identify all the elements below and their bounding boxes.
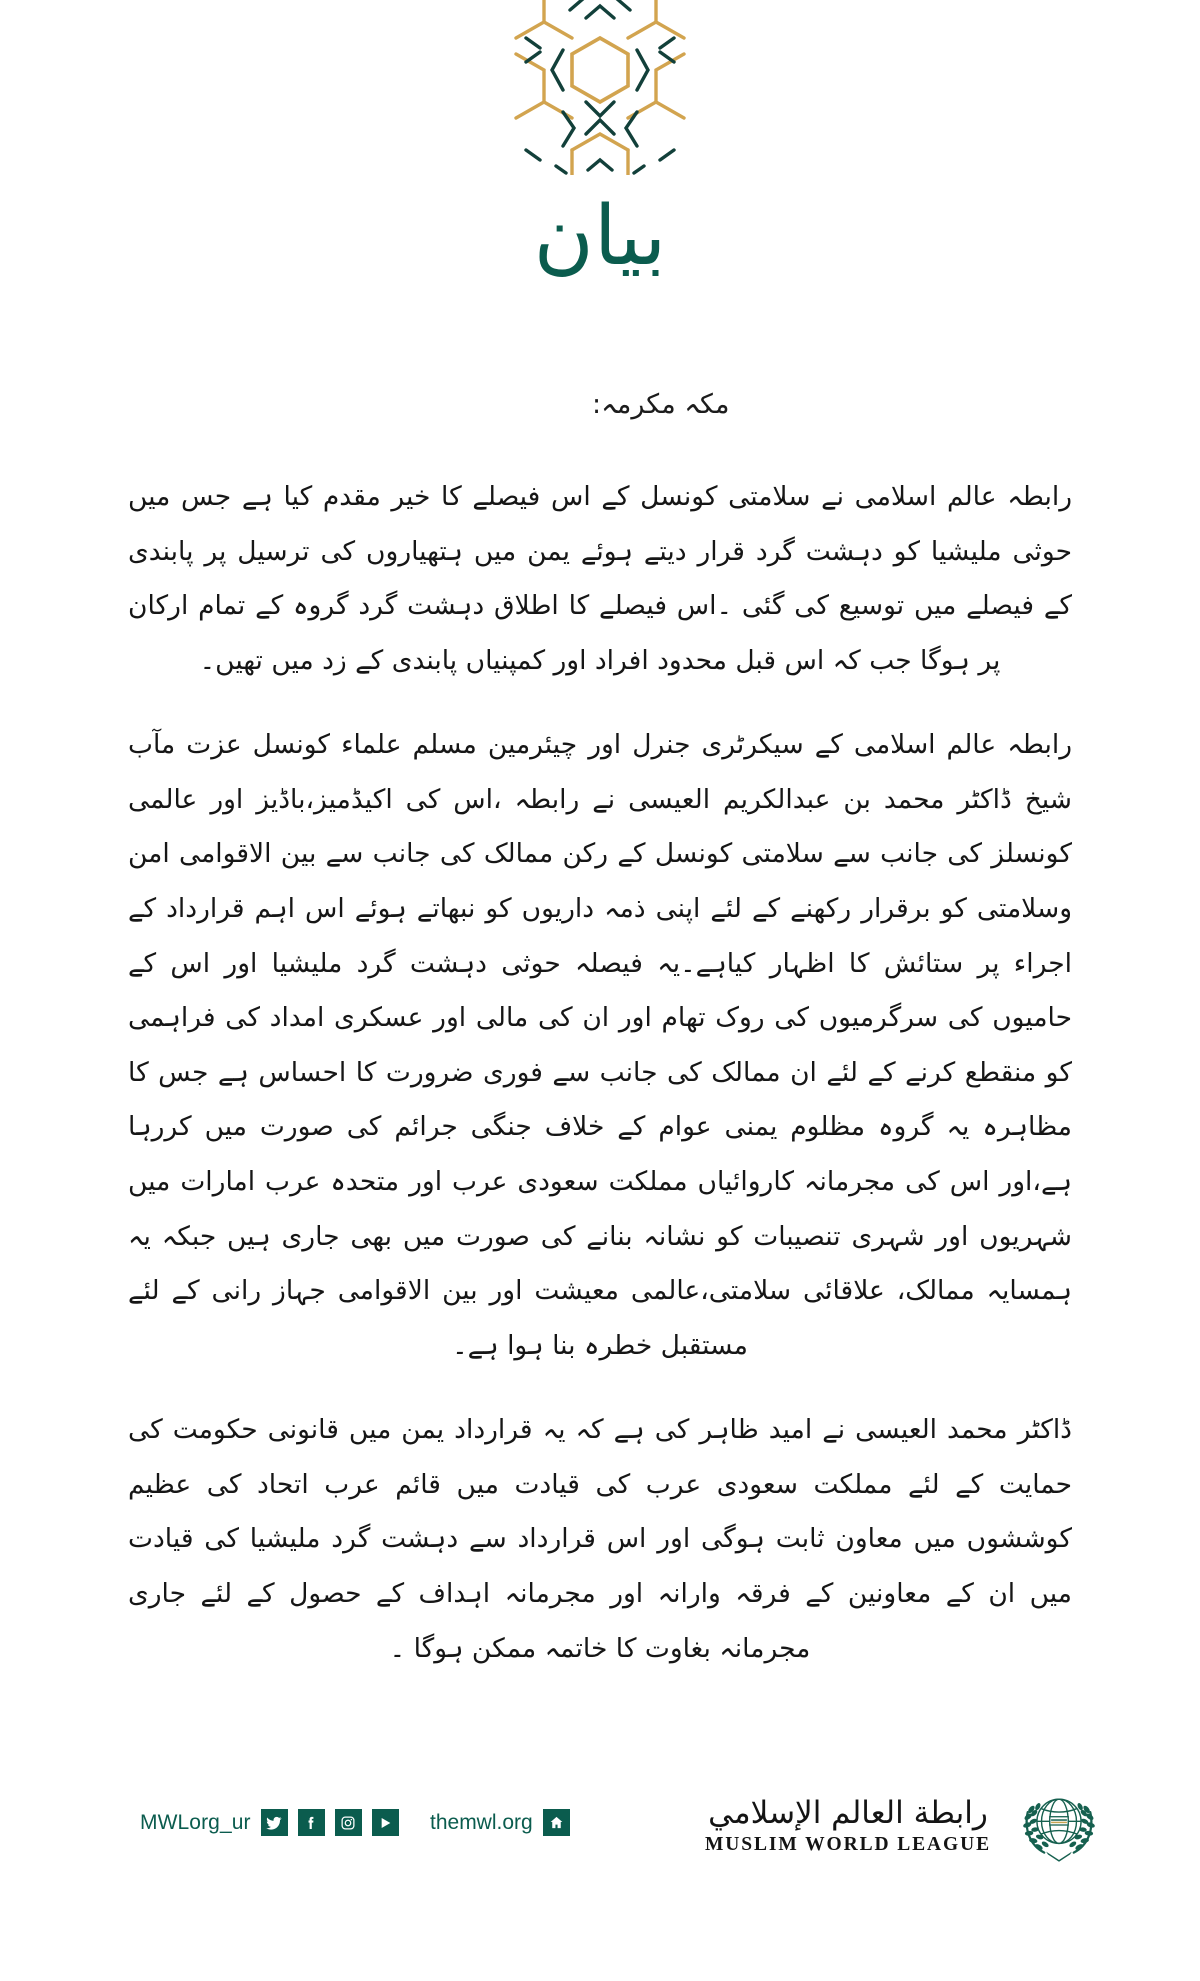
youtube-icon[interactable]: [372, 1809, 399, 1836]
twitter-icon[interactable]: [261, 1809, 288, 1836]
instagram-icon[interactable]: [335, 1809, 362, 1836]
logo-wordmark: [705, 1794, 991, 1857]
organization-logo: [705, 1779, 1105, 1871]
facebook-icon[interactable]: [298, 1809, 325, 1836]
social-links: [140, 1809, 399, 1836]
statement-paragraph: ڈاکٹر محمد العیسی نے امید ظاہر کی ہے کہ یہ قرارداد یمن میں قانونی حکومت کی حمایت کے لئے مملکت سعودی عرب کی قیادت میں قائم عرب اتحاد کی عظیم کوششوں میں معاون ثابت ہوگی اور اس قرارداد سے دہشت گرد ملیشیا کی قیادت میں ان کے معاونین کے فرقہ وارانہ اور مجرمانہ اہداف کے حصول کے لئے جاری مجرمانہ بغاوت کا خاتمہ ممکن ہوگا ۔: [128, 1414, 1072, 1664]
dateline: مکہ مکرمہ:: [592, 389, 730, 420]
website-link-group: [430, 1809, 570, 1836]
page-footer: [0, 1771, 1200, 1981]
islamic-ornament-graphic: [500, 0, 700, 175]
website-url: themwl.org: [430, 1810, 533, 1834]
statement-paragraph: رابطہ عالم اسلامی کے سیکرٹری جنرل اور چیئرمین مسلم علماء کونسل عزت مآب شیخ ڈاکٹر محمد بن عبدالکریم العیسی نے رابطہ ،اس کی اکیڈمیز،باڈیز اور عالمی کونسلز کی جانب سے سلامتی کونسل کے رکن ممالک کی جانب سے بین الاقوامی امن وسلامتی کو برقرار رکھنے کے لئے اپنی ذمہ داریوں کو نبھاتے ہوئے اس اہم قرارداد کے اجراء پر ستائش کا اظہار کیاہے۔یہ فیصلہ حوثی دہشت گرد ملیشیا اور اس کے حامیوں کی سرگرمیوں کی روک تھام اور ان کی مالی اور عسکری امداد کی فراہمی کو منقطع کرنے کے لئے ان ممالک کی جانب سے فوری ضرورت کا احساس ہے جس کا مظاہرہ یہ گروہ مظلوم یمنی عوام کے خلاف جنگی جرائم کی صورت میں کررہا ہے،اور اس کی مجرمانہ کاروائیاں مملکت سعودی عرب اور متحدہ عرب امارات میں شہریوں اور شہری تنصیبات کو نشانہ بنانے کی صورت میں بھی جاری ہیں جبکہ یہ ہمسایہ ممالک، علاقائی سلامتی،عالمی معیشت اور بین الاقوامی جہاز رانی کے لئے مستقبل خطرہ بنا ہوا ہے۔: [128, 729, 1072, 1361]
home-icon[interactable]: [543, 1809, 570, 1836]
social-handle: MWLorg_ur: [140, 1810, 251, 1834]
logo-arabic-name: رابطة العالم الإسلامي: [708, 1794, 988, 1831]
page-title: بیان: [533, 189, 667, 284]
statement-paragraph: رابطہ عالم اسلامی نے سلامتی کونسل کے اس فیصلے کا خیر مقدم کیا ہے جس میں حوثی ملیشیا کو دہشت گرد قرار دیتے ہوئے یمن میں ہتھیاروں کی ترسیل پر پابندی کے فیصلے میں توسیع کی گئی ۔اس فیصلے کا اطلاق دہشت گرد گروہ کے تمام ارکان پر ہوگا جب کہ اس قبل محدود افراد اور کمپنیاں پابندی کے زد میں تھیں۔: [128, 481, 1072, 676]
globe-wreath-emblem: [1013, 1779, 1105, 1871]
logo-english-name: MUSLIM WORLD LEAGUE: [704, 1834, 991, 1856]
statement-body: [128, 470, 1072, 1676]
